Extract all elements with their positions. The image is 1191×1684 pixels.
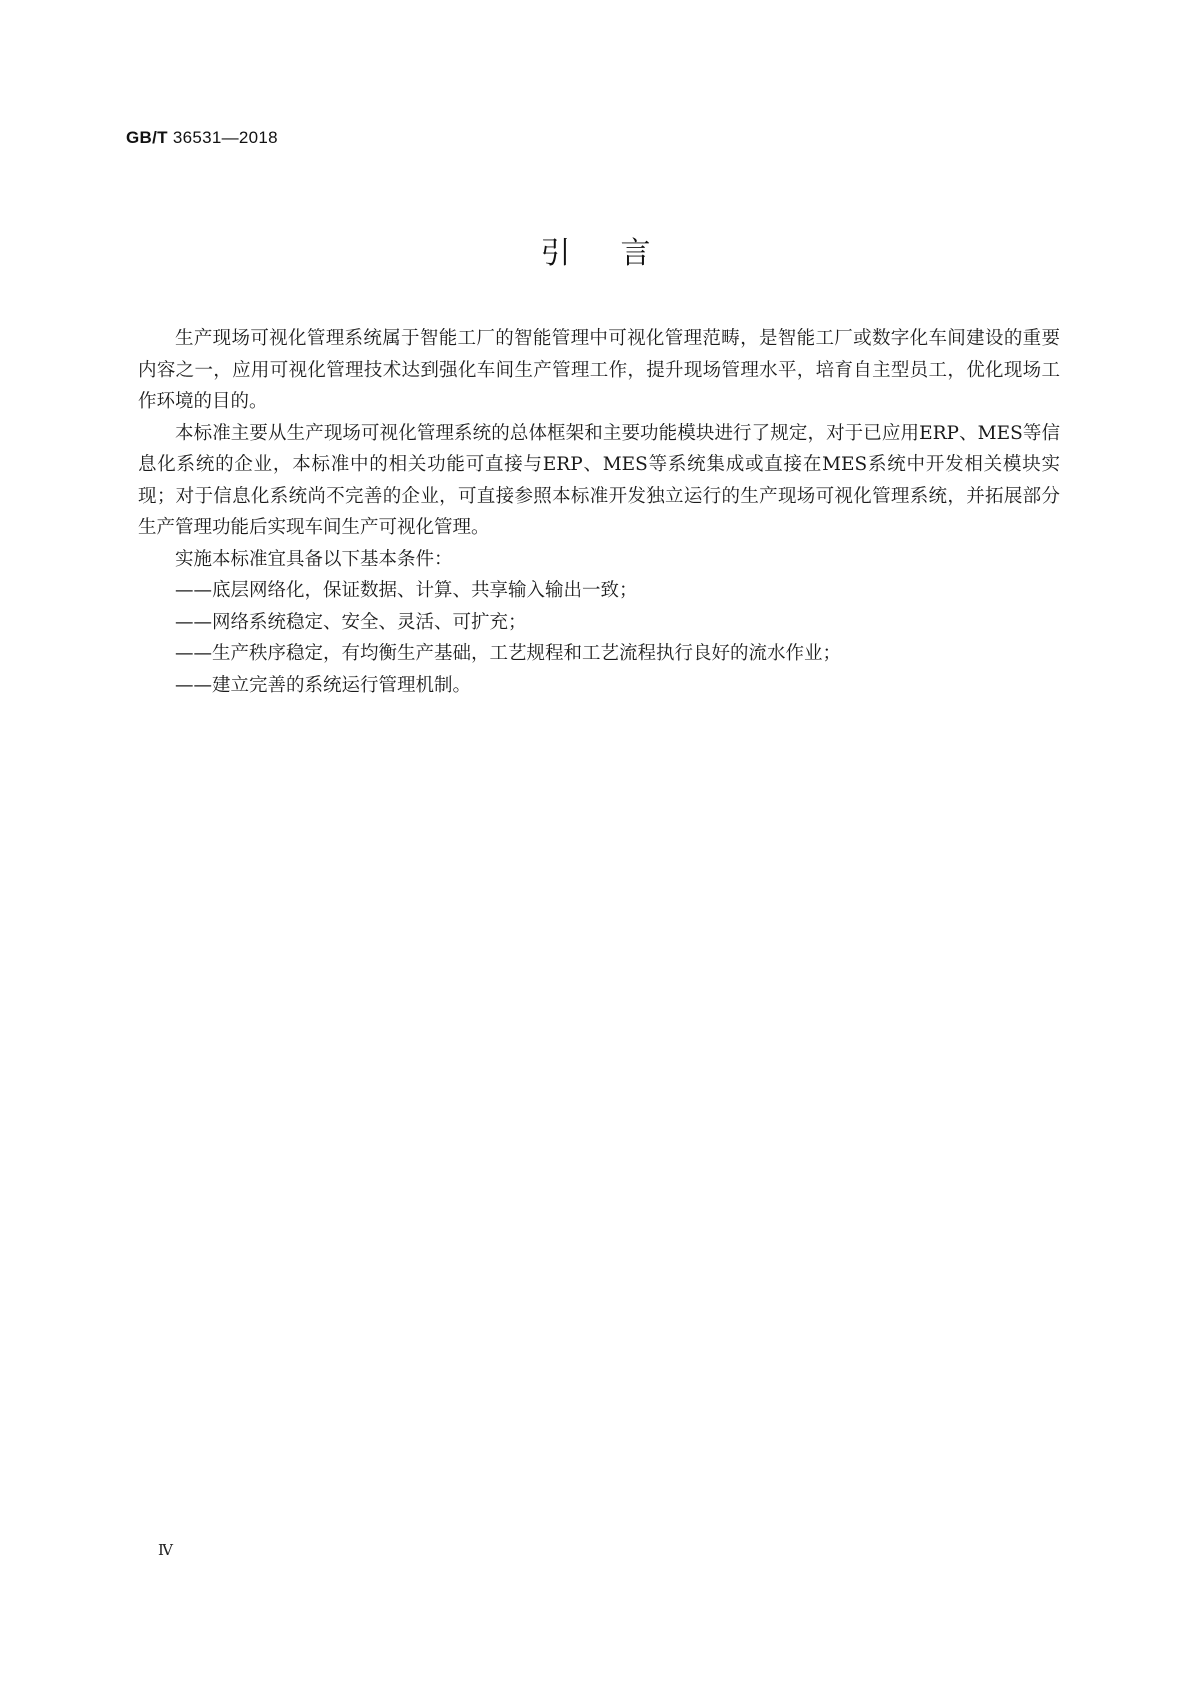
paragraph: 本标准主要从生产现场可视化管理系统的总体框架和主要功能模块进行了规定，对于已应用ERP、MES等信息化系统的企业，本标准中的相关功能可直接与ERP、MES等系统集成或直接在MES系统中开发相关模块实现；对于信息化系统尚不完善的企业，可直接参照本标准开发独立运行的生产现场可视化管理系统，并拓展部分生产管理功能后实现车间生产可视化管理。 — [138, 422, 1060, 538]
paragraph: 生产现场可视化管理系统属于智能工厂的智能管理中可视化管理范畴，是智能工厂或数字化车间建设的重要内容之一，应用可视化管理技术达到强化车间生产管理工作，提升现场管理水平，培育自主型员工，优化现场工作环境的目的。 — [138, 328, 1060, 412]
introduction-body — [138, 323, 1060, 701]
condition-item: ——建立完善的系统运行管理机制。 — [175, 674, 472, 696]
standard-number-header — [126, 128, 278, 148]
condition-item: ——底层网络化，保证数据、计算、共享输入输出一致； — [175, 580, 638, 601]
section-heading: 引言 — [540, 236, 701, 271]
condition-item: ——生产秩序稳定，有均衡生产基础，工艺规程和工艺流程执行良好的流水作业； — [175, 643, 842, 664]
standard-code: GB/T — [126, 128, 168, 147]
paragraph: 实施本标准宜具备以下基本条件： — [175, 548, 453, 570]
standard-number: 36531—2018 — [172, 128, 278, 147]
condition-item: ——网络系统稳定、安全、灵活、可扩充； — [175, 611, 527, 633]
page-number: Ⅳ — [158, 1541, 173, 1559]
